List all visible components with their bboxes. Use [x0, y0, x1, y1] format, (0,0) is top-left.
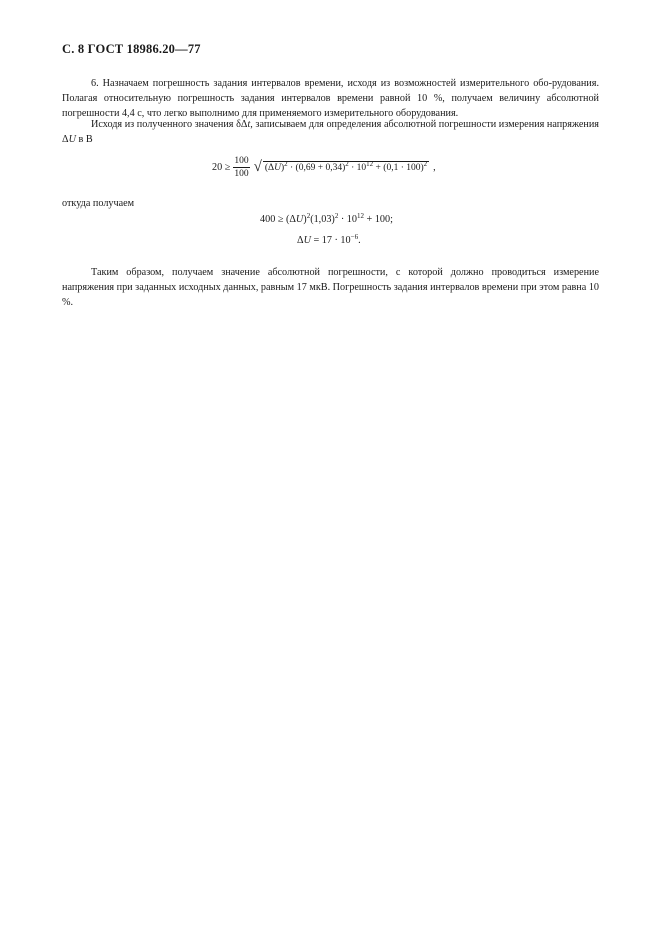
formula-2-part-a: 400 ≥ (Δ [260, 214, 296, 225]
formula-1-fraction [233, 155, 249, 180]
formula-3-part-b: = 17 · 10 [310, 235, 351, 246]
formula-1-lhs: 20 ≥ [212, 161, 231, 173]
formula-2-part-c: (1,03) [310, 214, 335, 225]
formula-2-exp2b: 2 [334, 212, 339, 220]
exponent-2a: 2 [284, 160, 288, 168]
formula-inequality [212, 150, 436, 184]
formula-3-exp: −6 [350, 233, 359, 241]
fraction-numerator: 100 [234, 155, 249, 166]
radicand-var-u: U [274, 163, 281, 173]
page-header: С. 8 ГОСТ 18986.20—77 [62, 42, 201, 56]
formula-2-part-d: · 10 [338, 214, 357, 225]
formula-2-part-b: ) [303, 214, 307, 225]
square-root [254, 160, 430, 175]
formula-2-part-e: + 100; [364, 214, 393, 225]
formula-2-exp2a: 2 [306, 212, 311, 220]
radicand-part-e: + (0,1 · 100) [373, 163, 424, 173]
radicand-part-a: (Δ [264, 163, 275, 173]
paragraph-2-var-t: t [247, 119, 251, 130]
paragraph-2-start: Исходя из полученного значения δΔ [91, 119, 248, 130]
paragraph-2-end: в В [75, 134, 93, 145]
radicand-part-d: · 10 [348, 163, 367, 173]
fraction-denominator: 100 [234, 168, 249, 179]
lead-text: откуда получаем [62, 198, 135, 209]
paragraph-2 [62, 117, 599, 147]
exponent-2c: 2 [423, 160, 428, 168]
formula-3 [297, 235, 361, 246]
radicand [263, 161, 429, 173]
formula-1-tail: , [433, 161, 436, 173]
exponent-12: 12 [366, 160, 374, 168]
radical-sign-icon: √ [253, 158, 262, 175]
formula-2 [260, 214, 393, 225]
formula-3-part-a: Δ [297, 235, 304, 246]
paragraph-3: Таким образом, получаем значение абсолютной погрешности, с которой должно проводиться измерение напряжения при заданных исходных данных, равным 17 мкВ. Погрешность задания интервалов времени при этом равна 10 %. [62, 267, 600, 308]
formula-2-var-u: U [295, 214, 304, 225]
paragraph-1: 6. Назначаем погрешность задания интервалов времени, исходя из возможностей измерительного обо-рудования. Полагая относительную погрешность задания интервалов времени равной 10 %, получаем величину абсолютной погрешности 4,4 с, что легко выполнимо для применяемого измерительного оборудования. [62, 78, 599, 119]
exponent-2b: 2 [345, 160, 349, 168]
formula-3-var-u: U [303, 235, 311, 246]
paragraph-2-mid: , записываем для определения абсолютной погрешности измерения напряжения Δ [62, 119, 599, 145]
formula-3-part-c: . [358, 235, 361, 246]
formula-2-exp12: 12 [357, 212, 364, 220]
paragraph-2-var-u: U [68, 134, 76, 145]
radicand-part-b: ) [280, 163, 285, 173]
radicand-part-c: · (0,69 + 0,34) [287, 163, 346, 173]
